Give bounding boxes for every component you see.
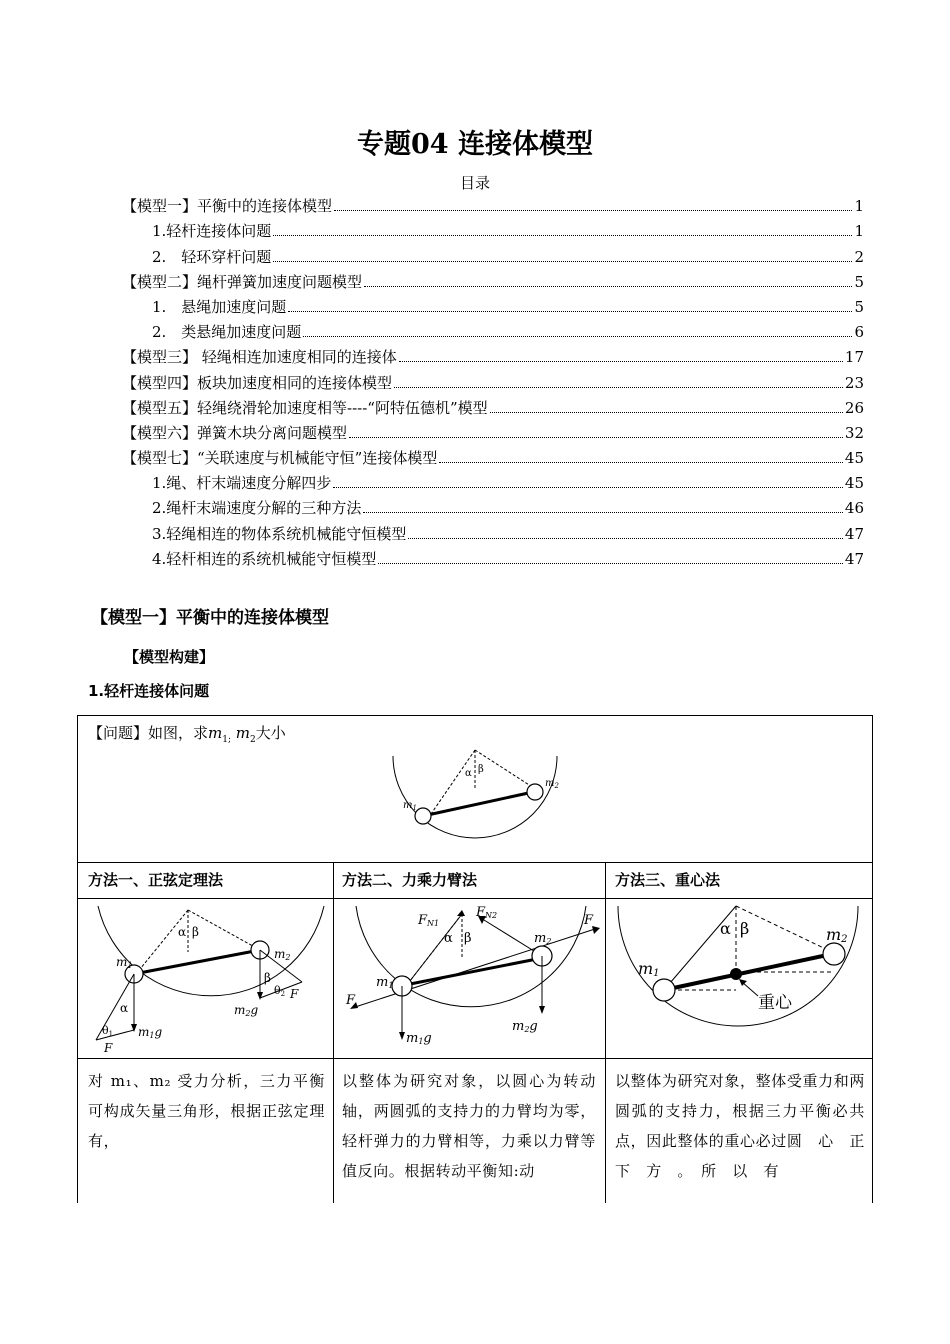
- beta-label-3: β: [740, 919, 750, 938]
- F-label-2: F: [290, 987, 299, 1001]
- toc-entry-label: 【模型二】绳杆弹簧加速度问题模型: [122, 272, 363, 291]
- toc-entry-label: 【模型七】“关联速度与机械能守恒”连接体模型: [122, 449, 438, 468]
- toc-entry[interactable]: [122, 217, 864, 242]
- FN2-label: FN2: [476, 905, 498, 920]
- m2g-label-2: m2g: [512, 1019, 538, 1034]
- alpha-label-3: α: [720, 919, 731, 938]
- method-2-text: 以整体为研究对象，以圆心为转动轴，两圆弧的支持力的力臂均为零，轻杆弹力的力臂相等，力乘以力臂等值反向。根据转动平衡知:动: [342, 1072, 596, 1180]
- toc-leader-dots: [303, 336, 852, 337]
- toc-leader-dots: [334, 210, 852, 211]
- alpha-label-1: α: [178, 925, 187, 939]
- toc-leader-dots: [363, 512, 843, 513]
- subsection-heading: 【模型构建】: [124, 648, 215, 666]
- method-2-heading: 方法二、力乘力臂法: [342, 871, 478, 889]
- m1-label: $m_1$: [403, 800, 417, 812]
- toc-entry-page: 46: [844, 499, 864, 518]
- toc-entry-page: 1: [854, 222, 864, 241]
- toc-entry-page: 6: [854, 323, 864, 342]
- toc-leader-dots: [349, 437, 843, 438]
- toc-entry-label: 2. 轻环穿杆问题: [152, 247, 272, 266]
- m2-label: $m_2$: [545, 778, 559, 790]
- toc-entry-page: 2: [854, 247, 864, 266]
- toc-entry-label: 2.绳杆末端速度分解的三种方法: [152, 499, 362, 518]
- toc-entry[interactable]: [122, 545, 864, 570]
- toc-leader-dots: [288, 311, 852, 312]
- toc-leader-dots: [333, 487, 843, 488]
- alpha-label: α: [465, 768, 472, 779]
- m1-label-1: m1: [116, 955, 133, 970]
- method-3-text: 以整体为研究对象，整体受重力和两圆弧的支持力，根据三力平衡必共点，因此整体的重心必过圆 心 正 下 方 。 所 以 有: [615, 1072, 881, 1180]
- m2-symbol: m: [235, 724, 251, 742]
- toc-entry[interactable]: [122, 419, 864, 444]
- toc-entry-label: 2. 类悬绳加速度问题: [152, 323, 302, 342]
- toc-entry[interactable]: [122, 394, 864, 419]
- m1-label-3: m1: [638, 959, 660, 979]
- toc-leader-dots: [273, 235, 852, 236]
- toc-entry-label: 【模型五】轻绳绕滑轮加速度相等----“阿特伍德机”模型: [122, 398, 488, 417]
- toc-entry-page: 47: [844, 524, 864, 543]
- method-1-diagram: [84, 902, 329, 1054]
- method-2-diagram: [336, 902, 604, 1054]
- method-1-heading: 方法一、正弦定理法: [88, 871, 224, 889]
- theta2-label: θ2: [274, 984, 286, 998]
- topic-heading: 1.轻杆连接体问题: [88, 682, 210, 700]
- toc-entry-page: 45: [844, 474, 864, 493]
- method-3-diagram: [608, 902, 870, 1054]
- alpha-label-1b: α: [120, 1001, 129, 1015]
- m1-symbol: m: [208, 724, 223, 742]
- toc-heading: 目录: [459, 174, 490, 192]
- toc-entry-page: 26: [844, 398, 864, 417]
- method-1-text: 对 m₁、m₂ 受力分析，三力平衡可构成矢量三角形，根据正弦定理有，: [88, 1072, 325, 1150]
- m2-label-3: m2: [826, 925, 848, 945]
- toc-leader-dots: [394, 387, 843, 388]
- toc-entry[interactable]: [122, 192, 864, 217]
- toc-entry-page: 32: [844, 423, 864, 442]
- theta1-label: θ1: [102, 1024, 114, 1038]
- section-heading: 【模型一】平衡中的连接体模型: [91, 608, 329, 628]
- toc-entry[interactable]: [122, 469, 864, 494]
- toc-leader-dots: [408, 538, 843, 539]
- methods-table: [77, 715, 881, 1203]
- toc-entry[interactable]: [122, 343, 864, 368]
- toc-entry-page: 47: [844, 549, 864, 568]
- m1-subscript: 1;: [222, 735, 232, 745]
- beta-label-2: β: [464, 931, 472, 946]
- toc-entry-label: 1. 悬绳加速度问题: [152, 297, 287, 316]
- F-label-4: F: [346, 993, 356, 1008]
- toc-leader-dots: [273, 261, 852, 262]
- toc-entry[interactable]: [122, 444, 864, 469]
- toc-entry[interactable]: [122, 242, 864, 267]
- m2-subscript: 2: [250, 735, 256, 745]
- F-label-3: F: [584, 913, 594, 928]
- page-title: 专题04 连接体模型: [357, 129, 593, 160]
- toc-entry-label: 1.轻杆连接体问题: [152, 222, 272, 241]
- F-label-1: F: [104, 1041, 113, 1054]
- beta-label: β: [478, 764, 484, 775]
- toc-entry[interactable]: [122, 268, 864, 293]
- toc-entry-label: 4.轻杆相连的系统机械能守恒模型: [152, 549, 377, 568]
- beta-label-1: β: [192, 925, 199, 939]
- m2-label-2: m2: [534, 931, 552, 946]
- question-suffix: 大小: [255, 724, 286, 742]
- toc-entry[interactable]: [122, 494, 864, 519]
- toc-leader-dots: [439, 462, 843, 463]
- FN1-label: FN1: [418, 913, 440, 928]
- table-of-contents: [122, 192, 864, 570]
- toc-entry-label: 【模型六】弹簧木块分离问题模型: [122, 423, 348, 442]
- toc-entry-label: 1.绳、杆末端速度分解四步: [152, 474, 332, 493]
- toc-leader-dots: [490, 412, 843, 413]
- toc-entry-page: 1: [854, 197, 864, 216]
- alpha-label-2: α: [444, 931, 453, 946]
- m1g-label-2: m1g: [406, 1031, 432, 1046]
- toc-entry-page: 5: [854, 297, 864, 316]
- question-diagram: [383, 746, 563, 861]
- m1g-label: m1g: [138, 1025, 163, 1040]
- toc-entry-label: 3.轻绳相连的物体系统机械能守恒模型: [152, 524, 407, 543]
- toc-leader-dots: [378, 563, 843, 564]
- toc-entry-label: 【模型四】板块加速度相同的连接体模型: [122, 373, 393, 392]
- method-3-heading: 方法三、重心法: [615, 871, 721, 889]
- toc-entry[interactable]: [122, 368, 864, 393]
- m1-label-2: m1: [376, 975, 394, 990]
- question-prefix: 【问题】如图，求: [88, 724, 209, 742]
- toc-entry-page: 23: [844, 373, 864, 392]
- center-of-gravity-label: 重心: [758, 993, 792, 1013]
- toc-entry[interactable]: [122, 318, 864, 343]
- toc-leader-dots: [364, 286, 852, 287]
- toc-entry-page: 17: [844, 348, 864, 367]
- toc-leader-dots: [399, 361, 843, 362]
- m2-label-1: m2: [274, 947, 291, 962]
- toc-entry-page: 45: [844, 449, 864, 468]
- m2g-label: m2g: [234, 1003, 259, 1018]
- toc-entry-page: 5: [854, 272, 864, 291]
- toc-entry-label: 【模型一】平衡中的连接体模型: [122, 197, 333, 216]
- question-text: [88, 722, 286, 745]
- beta-label-1b: β: [264, 971, 271, 985]
- toc-entry-label: 【模型三】 轻绳相连加速度相同的连接体: [122, 348, 397, 367]
- toc-entry[interactable]: [122, 519, 864, 544]
- toc-entry[interactable]: [122, 293, 864, 318]
